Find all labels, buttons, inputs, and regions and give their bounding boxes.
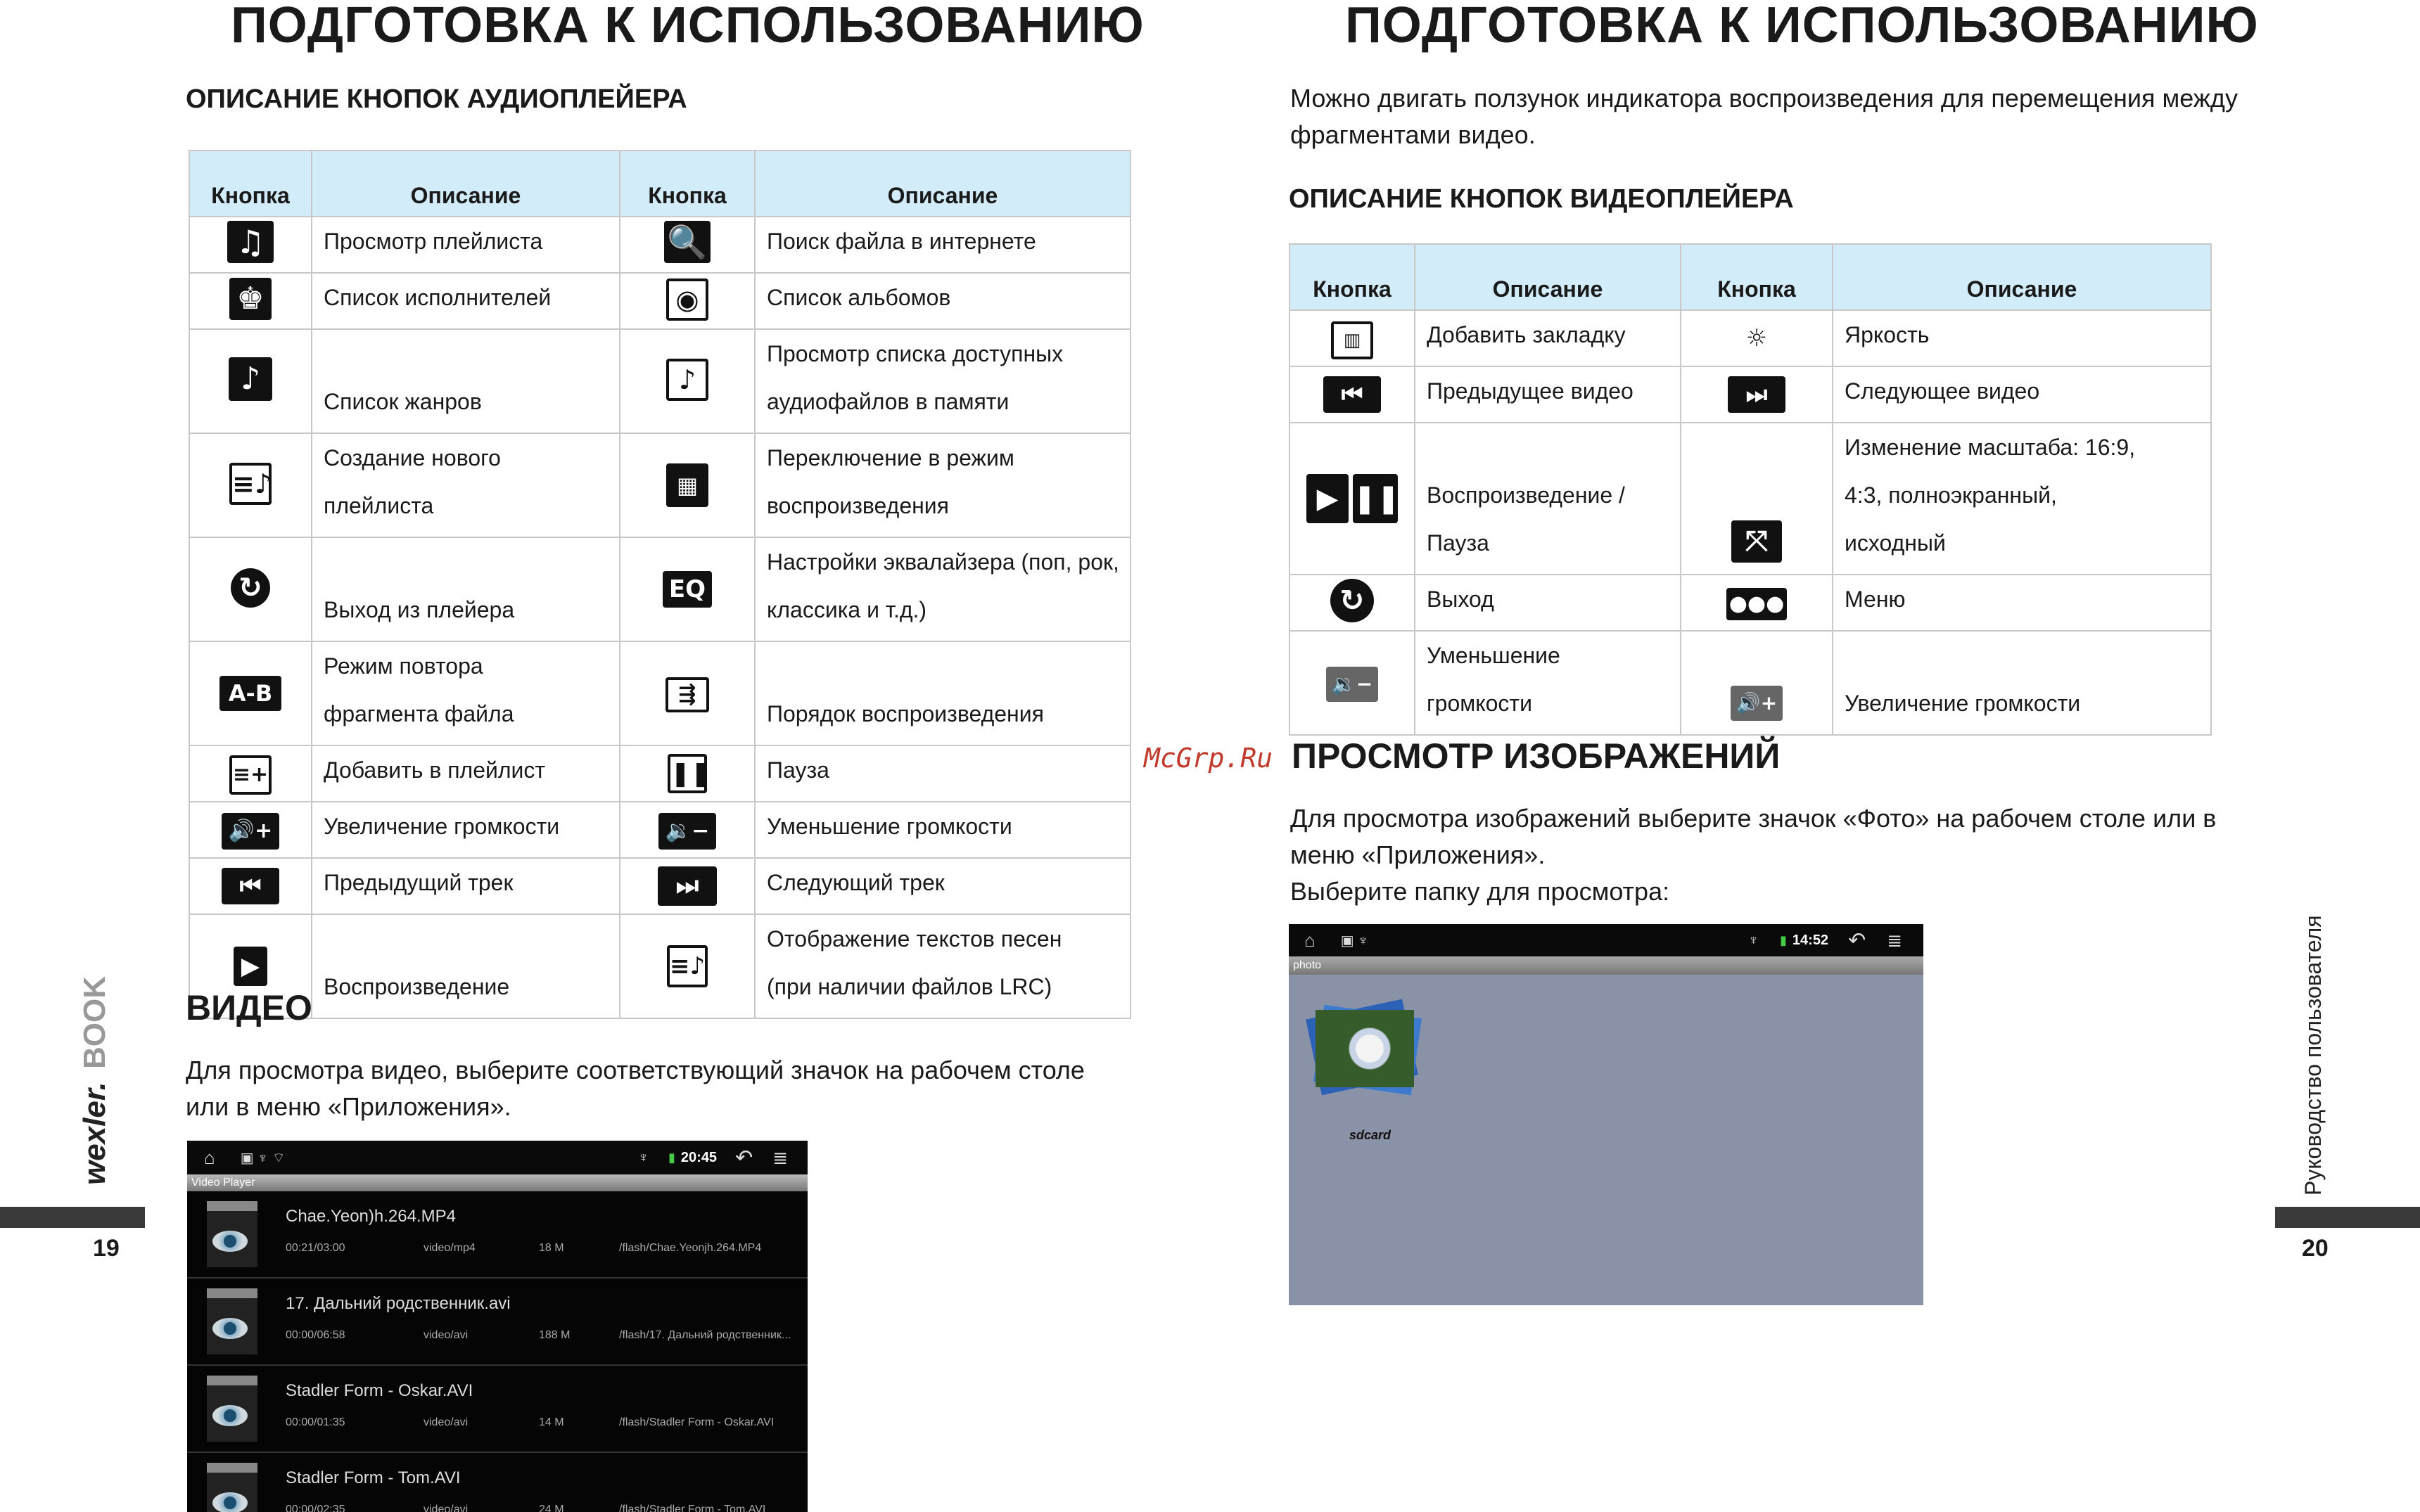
video-heading: ВИДЕО: [186, 988, 312, 1027]
side-label: Руководство пользователя: [2300, 915, 2326, 1196]
video-name: 17. Дальний родственник.avi: [286, 1294, 511, 1313]
row-description: Список альбомов: [755, 273, 1131, 329]
list-item[interactable]: [187, 1191, 808, 1279]
video-type: video/avi: [424, 1416, 469, 1428]
status-time: 14:52: [1792, 932, 1829, 948]
row-description: [755, 914, 1131, 1018]
left-page-title: ПОДГОТОВКА К ИСПОЛЬЗОВАНИЮ: [231, 0, 1145, 53]
row-description-line: Просмотр списка доступных: [767, 341, 1064, 366]
video-duration: 00:00/02:35: [286, 1504, 345, 1512]
video-path: /flash/Chae.Yeonjh.264.MP4: [619, 1242, 762, 1254]
audio-files-icon: ♪: [666, 359, 708, 401]
play-order-icon: ⇶: [666, 677, 709, 712]
table-row: [189, 641, 1131, 745]
row-description: [1415, 631, 1681, 735]
left-page-tab-bar: [0, 1207, 145, 1228]
right-page-title: ПОДГОТОВКА К ИСПОЛЬЗОВАНИЮ: [1345, 0, 2259, 53]
table-row: [189, 217, 1131, 273]
signal-icon: ♆: [638, 1149, 649, 1165]
table-row: [1289, 631, 2211, 735]
sdcard-folder[interactable]: [1308, 1001, 1421, 1100]
menu-icon: ●●●: [1726, 588, 1787, 620]
header-description: Описание: [1415, 244, 1681, 310]
row-description-line: громкости: [1427, 691, 1532, 716]
previous-video-icon: ⏮: [1323, 376, 1381, 413]
row-description-line: аудиофайлов в памяти: [767, 389, 1010, 414]
notification-icons: ▣ ♆ ⌔: [240, 1150, 286, 1166]
images-folder-paragraph: Выберите папку для просмотра:: [1290, 877, 1670, 906]
brand-name: wexler.: [77, 1082, 112, 1185]
row-description-line: Воспроизведение /: [1427, 482, 1625, 508]
genre-icon: ♪: [229, 357, 272, 401]
add-to-playlist-icon: ≡+: [229, 755, 272, 795]
row-description-line: Изменение масштаба: 16:9,: [1845, 435, 2136, 460]
video-thumbnail: [207, 1288, 257, 1354]
row-description: Поиск файла в интернете: [755, 217, 1131, 273]
app-title-bar: photo: [1289, 956, 1923, 975]
back-icon[interactable]: ↶: [735, 1146, 753, 1170]
folder-label: sdcard: [1349, 1128, 1392, 1142]
app-title-bar: Video Player: [187, 1174, 808, 1191]
header-button: Кнопка: [620, 150, 755, 217]
table-header-row: [189, 150, 1131, 217]
row-description: Воспроизведение: [312, 914, 620, 1018]
list-item[interactable]: [187, 1453, 808, 1512]
row-description: Увеличение громкости: [1833, 631, 2211, 735]
row-description-line: Уменьшение: [1427, 643, 1560, 668]
row-description: [1833, 423, 2211, 575]
header-button: Кнопка: [189, 150, 312, 217]
signal-icon: ♆: [1748, 932, 1759, 948]
video-path: /flash/Stadler Form - Oskar.AVI: [619, 1416, 775, 1428]
video-type: video/mp4: [424, 1242, 476, 1254]
row-description-line: Переключение в режим: [767, 445, 1014, 470]
video-type: video/avi: [424, 1329, 469, 1341]
playlist-icon: ♫: [227, 221, 274, 263]
right-page-number: 20: [2302, 1235, 2329, 1262]
pause-icon: ❚❚: [1353, 474, 1398, 523]
scale-icon: ⤧: [1731, 520, 1782, 563]
ab-repeat-icon: A-B: [219, 676, 281, 711]
video-name: Chae.Yeon)h.264.MP4: [286, 1207, 456, 1226]
battery-icon: ▮: [668, 1150, 675, 1165]
row-description: Увеличение громкости: [312, 802, 620, 858]
volume-down-icon: 🔉−: [1326, 667, 1378, 702]
row-description-line: 4:3, полноэкранный,: [1845, 482, 2057, 508]
row-description-line: Режим повтора: [324, 653, 483, 679]
row-description: Предыдущее видео: [1415, 366, 1681, 423]
table-row: [189, 537, 1131, 641]
list-item[interactable]: [187, 1279, 808, 1366]
row-description: Меню: [1833, 575, 2211, 631]
row-description: Добавить в плейлист: [312, 745, 620, 802]
table-row: [1289, 423, 2211, 575]
previous-track-icon: ⏮: [222, 868, 279, 904]
play-icon: ▶: [234, 947, 267, 986]
row-description-line: (при наличии файлов LRC): [767, 974, 1052, 999]
row-description: [755, 433, 1131, 537]
pause-icon: ❚❚: [668, 754, 707, 793]
photo-screenshot: [1289, 924, 1923, 1305]
row-description-line: Настройки эквалайзера (поп, рок,: [767, 549, 1119, 575]
table-row: [189, 329, 1131, 433]
table-row: [1289, 575, 2211, 631]
video-thumbnail: [207, 1376, 257, 1442]
row-description: Список жанров: [312, 329, 620, 433]
row-description: Следующее видео: [1833, 366, 2211, 423]
new-playlist-icon: ≡♪: [229, 463, 272, 505]
row-description: Список исполнителей: [312, 273, 620, 329]
play-icon: ▶: [1306, 474, 1349, 523]
video-type: video/avi: [424, 1504, 469, 1512]
video-paragraph: Для просмотра видео, выберите соответствующий значок на рабочем столе или в меню «Приложения».: [186, 1056, 1085, 1121]
video-player-screenshot: [187, 1141, 808, 1512]
video-thumbnail: [207, 1201, 257, 1267]
audio-section-heading: ОПИСАНИЕ КНОПОК АУДИОПЛЕЙЕРА: [186, 84, 687, 114]
video-duration: 00:00/01:35: [286, 1416, 345, 1428]
row-description: Следующий трек: [755, 858, 1131, 914]
row-description: Добавить закладку: [1415, 310, 1681, 366]
table-row: [189, 745, 1131, 802]
video-buttons-table: [1289, 243, 2212, 736]
notification-icons: ▣ ♆: [1340, 933, 1369, 949]
row-description-line: плейлиста: [324, 493, 434, 518]
row-description: Выход из плейера: [312, 537, 620, 641]
home-icon: ⌂: [204, 1146, 215, 1168]
home-icon[interactable]: ⌂: [1304, 929, 1316, 951]
battery-icon: ▮: [1780, 933, 1787, 947]
row-description-line: фрагмента файла: [324, 701, 514, 726]
brightness-icon: ☼: [1736, 323, 1777, 359]
images-paragraph: Для просмотра изображений выберите значок «Фото» на рабочем столе или в меню «Приложения».: [1290, 804, 2217, 869]
row-description-line: Пауза: [1427, 530, 1489, 556]
row-description: Выход: [1415, 575, 1681, 631]
row-description: [1415, 423, 1681, 575]
bookmark-icon: ▥: [1331, 321, 1373, 359]
video-duration: 00:00/06:58: [286, 1329, 345, 1341]
row-description: [755, 329, 1131, 433]
table-row: [189, 433, 1131, 537]
album-icon: ◉: [666, 278, 708, 321]
row-description-line: Отображение текстов песен: [767, 926, 1062, 952]
flower-thumbnail: [1316, 1010, 1414, 1087]
lyrics-icon: ≡♪: [667, 945, 708, 987]
row-description-line: классика и т.д.): [767, 597, 927, 622]
video-size: 18 M: [539, 1242, 564, 1254]
row-description: Предыдущий трек: [312, 858, 620, 914]
exit-icon: ↻: [1330, 579, 1374, 622]
header-description: Описание: [755, 150, 1131, 217]
row-description: [755, 537, 1131, 641]
header-description: Описание: [312, 150, 620, 217]
row-description: Пауза: [755, 745, 1131, 802]
slider-intro-paragraph: Можно двигать ползунок индикатора воспроизведения для перемещения между фрагментами видео.: [1290, 84, 2238, 149]
video-size: 24 M: [539, 1504, 564, 1512]
table-row: [189, 273, 1131, 329]
watermark: McGrp.Ru: [1144, 743, 1273, 774]
video-buttons-heading: ОПИСАНИЕ КНОПОК ВИДЕОПЛЕЙЕРА: [1289, 184, 1794, 214]
left-page-number: 19: [93, 1235, 120, 1262]
status-time: 20:45: [680, 1149, 718, 1165]
table-row: [189, 802, 1131, 858]
back-icon[interactable]: ↶: [1848, 928, 1866, 952]
status-bar: [1289, 924, 1923, 956]
row-description: Просмотр плейлиста: [312, 217, 620, 273]
video-size: 14 M: [539, 1416, 564, 1428]
row-description: [312, 641, 620, 745]
table-row: [1289, 310, 2211, 366]
next-track-icon: ⏭: [658, 866, 717, 906]
brand-logo: [77, 976, 113, 1185]
header-description: Описание: [1833, 244, 2211, 310]
row-description: Уменьшение громкости: [755, 802, 1131, 858]
next-video-icon: ⏭: [1728, 376, 1785, 413]
equalizer-icon: EQ: [663, 571, 712, 608]
volume-down-icon: 🔉−: [658, 813, 716, 850]
volume-up-icon: 🔊+: [222, 813, 279, 850]
video-path: /flash/Stadler Form - Tom.AVI: [619, 1504, 766, 1512]
table-row: [1289, 366, 2211, 423]
table-header-row: [1289, 244, 2211, 310]
video-name: Stadler Form - Tom.AVI: [286, 1468, 461, 1487]
playback-mode-icon: ▦: [666, 463, 708, 507]
search-icon: 🔍: [664, 221, 711, 263]
video-size: 188 M: [539, 1329, 571, 1341]
list-item[interactable]: [187, 1366, 808, 1453]
table-row: [189, 858, 1131, 914]
status-bar: [187, 1141, 808, 1174]
table-row: [189, 914, 1131, 1018]
images-heading: ПРОСМОТР ИЗОБРАЖЕНИЙ: [1292, 736, 1781, 776]
video-duration: 00:21/03:00: [286, 1242, 345, 1254]
row-description: [312, 433, 620, 537]
row-description: Порядок воспроизведения: [755, 641, 1131, 745]
row-description: Яркость: [1833, 310, 2211, 366]
artist-icon: ♚: [229, 278, 272, 320]
video-thumbnail: [207, 1463, 257, 1512]
header-button: Кнопка: [1681, 244, 1833, 310]
video-name: Stadler Form - Oskar.AVI: [286, 1381, 473, 1400]
row-description-line: воспроизведения: [767, 493, 949, 518]
video-path: /flash/17. Дальний родственник...: [619, 1329, 791, 1341]
header-button: Кнопка: [1289, 244, 1415, 310]
right-page-tab-bar: [2275, 1207, 2420, 1228]
brand-book: BOOK: [77, 975, 112, 1069]
row-description-line: Создание нового: [324, 445, 501, 470]
row-description-line: исходный: [1845, 530, 1946, 556]
audio-buttons-table: [189, 150, 1131, 1019]
menu-icon[interactable]: ≣: [1887, 929, 1902, 951]
exit-player-icon: ↻: [231, 568, 270, 608]
menu-icon[interactable]: ≣: [772, 1146, 788, 1168]
volume-up-icon: 🔊+: [1731, 686, 1783, 721]
